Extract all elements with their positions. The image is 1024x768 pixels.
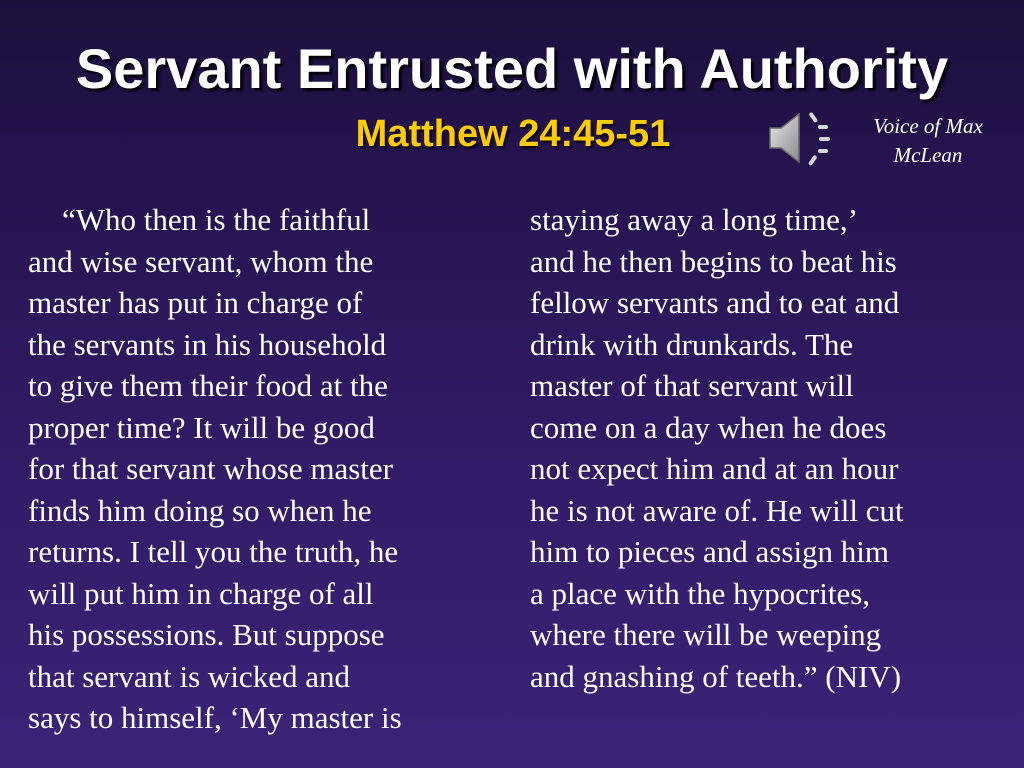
- scripture-line: master has put in charge of: [28, 285, 363, 320]
- scripture-line: to give them their food at the: [28, 368, 388, 403]
- scripture-line: fellow servants and to eat and: [530, 285, 900, 320]
- scripture-line: master of that servant will: [530, 368, 854, 403]
- scripture-line: he is not aware of. He will cut: [530, 492, 904, 528]
- scripture-line: and gnashing of teeth.” (NIV): [530, 658, 902, 694]
- scripture-line: proper time? It will be good: [28, 409, 375, 445]
- scripture-line: for that servant whose master: [28, 451, 393, 486]
- scripture-line: that servant is wicked and: [28, 658, 350, 694]
- scripture-line: and wise servant, whom the: [28, 243, 374, 279]
- scripture-line: his possessions. But suppose: [28, 617, 385, 652]
- audio-credit: [848, 112, 1008, 170]
- scripture-line: says to himself, ‘My master is: [28, 700, 402, 735]
- scripture-line: returns. I tell you the truth, he: [28, 534, 399, 569]
- scripture-line: the servants in his household: [28, 326, 387, 362]
- scripture-line: come on a day when he does: [530, 409, 887, 445]
- scripture-line: and he then begins to beat his: [530, 243, 897, 279]
- scripture-text-left-column: [28, 199, 402, 739]
- audio-credit-line: McLean: [893, 143, 963, 167]
- speaker-icon[interactable]: [765, 104, 835, 174]
- scripture-line: a place with the hypocrites,: [530, 575, 871, 611]
- scripture-text-right-column: [530, 199, 904, 697]
- speaker-icon-graphic: [765, 104, 835, 174]
- slide-title: Servant Entrusted with Authority: [75, 37, 949, 100]
- scripture-line: staying away a long time,’: [530, 202, 858, 237]
- scripture-line: finds him doing so when he: [28, 492, 372, 528]
- scripture-line: drink with drunkards. The: [530, 326, 854, 362]
- scripture-line: not expect him and at an hour: [530, 451, 899, 486]
- scripture-line: will put him in charge of all: [28, 575, 374, 611]
- scripture-reference: Matthew 24:45-51: [355, 113, 671, 155]
- scripture-line: “Who then is the faithful: [62, 202, 371, 237]
- scripture-line: where there will be weeping: [530, 617, 882, 652]
- scripture-line: him to pieces and assign him: [530, 534, 890, 569]
- audio-credit-line: Voice of Max: [873, 114, 983, 138]
